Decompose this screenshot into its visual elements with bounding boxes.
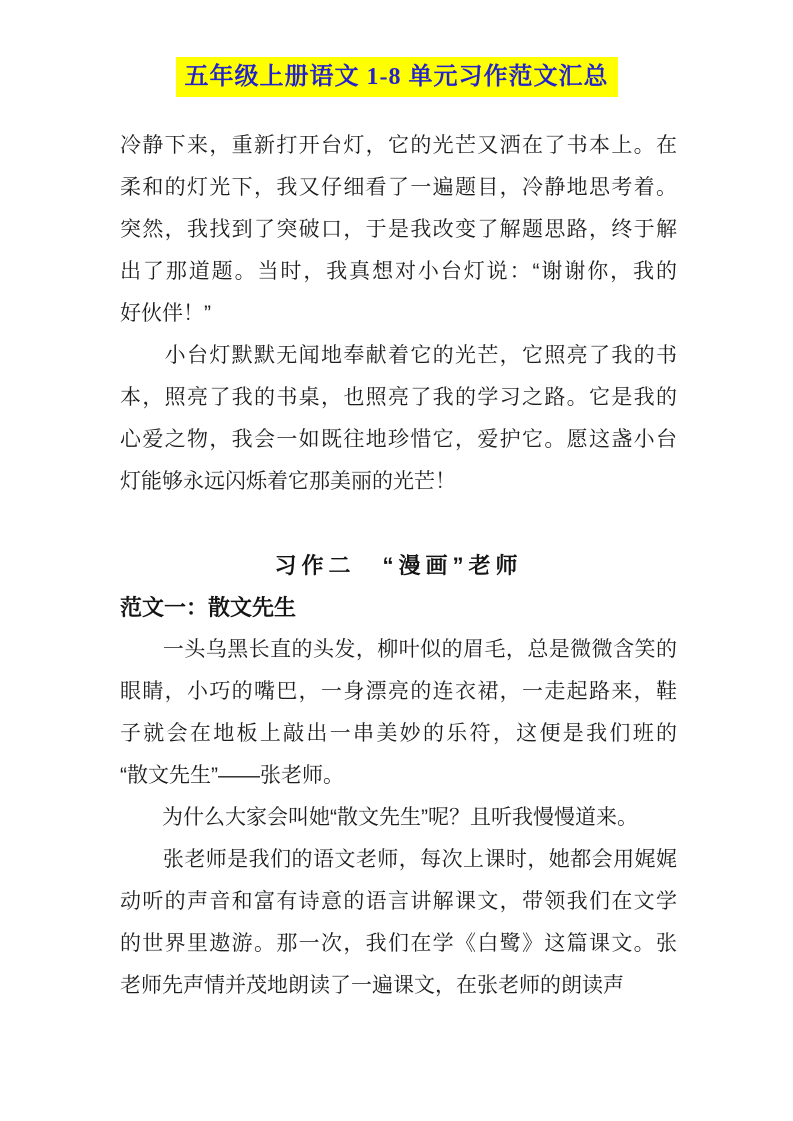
- text-line: 老师先声情并茂地朗读了一遍课文，在张老师的朗读声: [120, 974, 624, 997]
- text-line: 子就会在地板上敲出一串美妙的乐符，这便是我们班的: [120, 722, 677, 745]
- section-heading: 习作二 “漫画”老师: [274, 553, 523, 578]
- text-line: “散文先生”——张老师。: [120, 764, 344, 787]
- paragraph-teacher-3: [120, 839, 677, 1007]
- text-line: 本，照亮了我的书桌，也照亮了我的学习之路。它是我的: [120, 386, 677, 409]
- essay-subheading: 范文一：散文先生: [120, 595, 297, 620]
- text-line: 好伙伴！”: [120, 302, 211, 325]
- paragraph-lamp-1: [120, 125, 677, 335]
- text-line: 张老师是我们的语文老师，每次上课时，她都会用娓娓: [120, 848, 677, 871]
- title-row: [0, 0, 793, 97]
- text-line: 小台灯默默无闻地奉献着它的光芒，它照亮了我的书: [120, 344, 677, 367]
- text-line: 冷静下来，重新打开台灯，它的光芒又洒在了书本上。在: [120, 134, 677, 157]
- text-line: 出了那道题。当时，我真想对小台灯说：“谢谢你，我的: [120, 260, 677, 283]
- text-line: 突然，我找到了突破口，于是我改变了解题思路，终于解: [120, 218, 677, 241]
- text-line: 心爱之物，我会一如既往地珍惜它，爱护它。愿这盏小台: [120, 428, 677, 451]
- text-line: 一头乌黑长直的头发，柳叶似的眉毛，总是微微含笑的: [120, 638, 677, 661]
- text-line: 眼睛，小巧的嘴巴，一身漂亮的连衣裙，一走起路来，鞋: [120, 680, 677, 703]
- text-line: 柔和的灯光下，我又仔细看了一遍题目，冷静地思考着。: [120, 176, 677, 199]
- text-line: 为什么大家会叫她“散文先生”呢？且听我慢慢道来。: [120, 806, 638, 829]
- text-line: 动听的声音和富有诗意的语言讲解课文，带领我们在文学: [120, 890, 677, 913]
- paragraph-lamp-2: [120, 335, 677, 503]
- document-body: [120, 125, 677, 1007]
- page-title: 五年级上册语文 1-8 单元习作范文汇总: [176, 57, 618, 97]
- text-line: 灯能够永远闪烁着它那美丽的光芒！: [120, 470, 456, 493]
- paragraph-teacher-2: [120, 797, 677, 839]
- paragraph-teacher-1: [120, 629, 677, 797]
- text-line: 的世界里遨游。那一次，我们在学《白鹭》这篇课文。张: [120, 932, 677, 955]
